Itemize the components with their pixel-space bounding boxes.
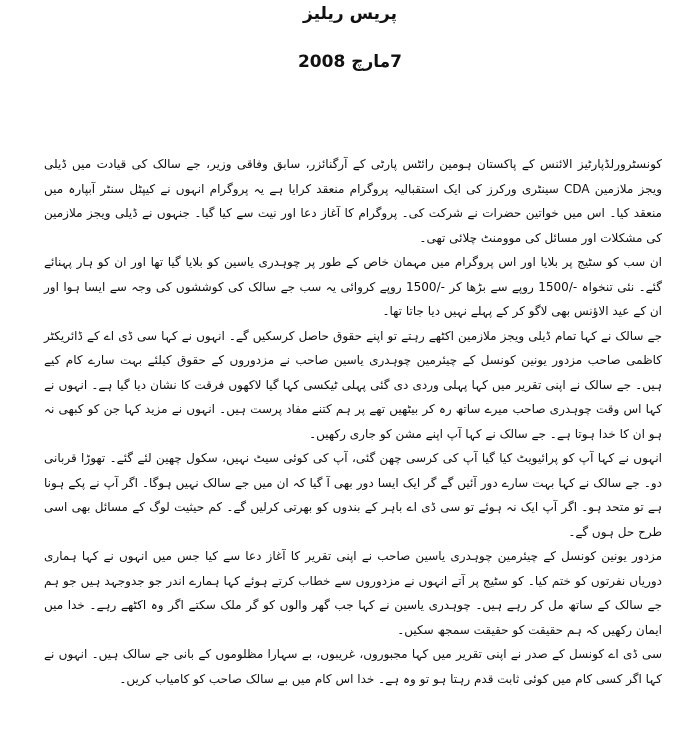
document-title: پریس ریلیز	[303, 4, 397, 24]
paragraph-4: انہوں نے کہا آپ کو پرائیویٹ کیا گیا آپ کی کرسی چھن گئی، آپ کی کوئی سیٹ نہیں، سکول چھین لئے گئے۔ تھوڑا قربانی دو۔ جے سالک نے کہا بہت سارے دور آئیں گے گر ایک ایسا دور بھی آ گیا کہ ان میں جے سالک نہیں ہوگا۔ اگر آپ نے پکے ہونا ہے تو متحد ہو۔ اگر آپ ایک نہ ہوئے تو سی ڈی اے باہر کے بندوں کو بھرتی کرلیں گے۔ کم حیثیت لوگ کے مسائل بھی اسی طرح حل ہوں گے۔	[44, 451, 662, 539]
paragraph-1: کونسٹرورلڈپارٹیز الائنس کے پاکستان ہومین رائٹس پارٹی کے آرگنائزر، سابق وفاقی وزیر، جے سالک کی قیادت میں ڈیلی ویجز ملازمین CDA سینٹری ورکرز کی ایک استقبالیہ پروگرام منعقد کرایا ہے یہ پروگرام انہوں نے کیپٹل سنٹر آبپارہ میں منعقد کیا۔ اس میں خواتین حضرات نے شرکت کی۔ پروگرام کا آغاز دعا اور نیت سے کیا گیا۔ جنہوں نے ڈیلی ویجز ملازمین کی مشکلات اور مسائل کی موومنٹ چلائی تھی۔	[44, 157, 662, 245]
paragraph-2: ان سب کو سٹیج پر بلایا اور اس پروگرام میں مہمان خاص کے طور پر چوہدری یاسین کو بلایا گیا تھا اور ان کو ہار پہنائے گئے۔ نئی تنخواہ -/1500 روپے سے بڑھا کر -/1500 روپے کروائی یہ سب جے سالک کی کوششوں کی وجہ سے ایسا ہوا اور ان کے عید الاؤنس بھی لاگو کر کے پہلے نہیں دیا جاتا تھا۔	[44, 255, 663, 318]
paragraph-5: مزدور یونین کونسل کے چیئرمین چوہدری یاسین صاحب نے اپنی تقریر کا آغاز دعا سے کیا جس میں انہوں نے کہا ہماری دوریاں نفرتوں کو ختم کیا۔ کو سٹیج پر آتے انہوں نے مزدوروں سے خطاب کرتے ہوئے کہا ہمارے اندر جو جدوجہد ہیں جو ہم جے سالک کے ساتھ مل کر رہے ہیں۔ چوہدری یاسین نے کہا جب گھر والوں کو گر ملک سکتے اگر وہ اکٹھے رہے۔ خدا میں ایمان رکھیں کہ ہم حقیقت کو حقیقت سمجھ سکیں۔	[44, 549, 662, 637]
paragraph-3: جے سالک نے کہا تمام ڈیلی ویجز ملازمین اکٹھے رہتے تو اپنے حقوق حاصل کرسکیں گے۔ انہوں نے کہا سی ڈی اے کے ڈائریکٹر کاظمی صاحب مزدور یونین کونسل کے چیئرمین چوہدری یاسین صاحب نے مزدوروں کے حقوق کیلئے بہت سارے کام کیے ہیں۔ جے سالک نے اپنی تقریر میں کہا پہلی وردی دی گئی پہلی ٹیکسی کہا گیا لاکھوں فرقت کا نشان دیا گیا ہے۔ انہوں نے کہا اس وقت چوہدری صاحب میرے ساتھ رہ کر بیٹھیں تھے پر ہم کتنے مفاد پرست ہیں۔ انہوں نے مزید کہا جن کو کبھی نہ ہو ان کا خدا ہوتا ہے۔ جے سالک نے کہا آپ اپنے مشن کو جاری رکھیں۔	[44, 328, 662, 441]
document-body	[44, 152, 662, 691]
paragraph-6: سی ڈی اے کونسل کے صدر نے اپنی تقریر میں کہا مجبوروں، غریبوں، بے سہارا مظلوموں کے بانی جے سالک ہیں۔ انہوں نے کہا اگر کسی کام میں کوئی ثابت قدم رہتا ہو تو وہ ہے۔ خدا اس کام میں بے سالک صاحب کو کامیاب کریں۔	[44, 647, 662, 686]
document-date: 7مارچ 2008	[297, 52, 403, 72]
